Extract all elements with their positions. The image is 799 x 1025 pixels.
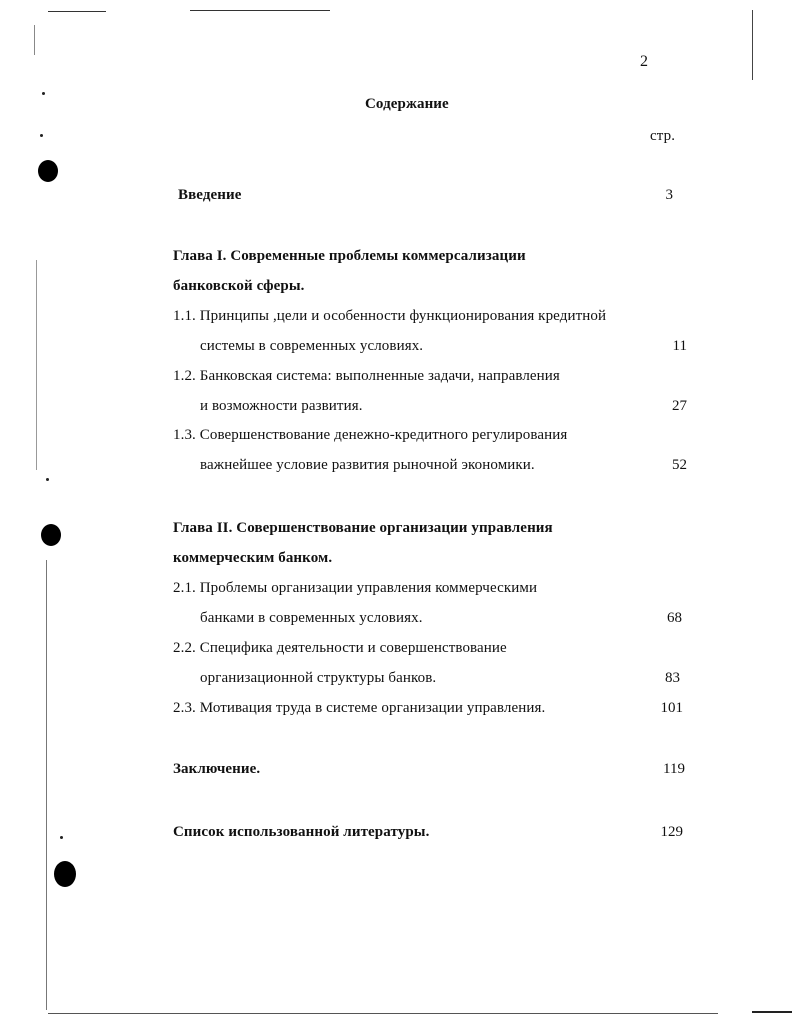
scan-edge-left-1 xyxy=(34,25,35,55)
section-1-2-page: 27 xyxy=(672,398,687,414)
section-2-3-line1: 2.3. Мотивация труда в системе организации управления. xyxy=(173,700,546,716)
toc-references-page: 129 xyxy=(660,824,683,840)
speck xyxy=(46,478,49,481)
toc-conclusion-label: Заключение. xyxy=(173,761,261,777)
section-1-3-page: 52 xyxy=(672,457,687,473)
punch-hole-top xyxy=(38,160,58,182)
scan-edge-left-3 xyxy=(46,560,47,1010)
scan-edge-bottom xyxy=(48,1013,718,1014)
section-2-2-page: 83 xyxy=(665,670,680,686)
section-1-1-line2: системы в современных условиях. xyxy=(200,338,424,354)
section-1-1-line1: 1.1. Принципы ,цели и особенности функционирования кредитной xyxy=(173,308,607,324)
page-column-label: стр. xyxy=(650,128,676,144)
toc-intro-page: 3 xyxy=(665,187,673,203)
speck xyxy=(40,134,43,137)
scan-edge-bottom-right xyxy=(752,1011,792,1013)
scan-edge-top xyxy=(190,10,330,11)
scan-edge-right xyxy=(752,10,753,80)
chapter1-title-line1: Глава I. Современные проблемы коммерсализации xyxy=(173,248,526,264)
section-1-3-line1: 1.3. Совершенствование денежно-кредитного регулирования xyxy=(173,427,568,443)
section-2-1-line2: банками в современных условиях. xyxy=(200,610,423,626)
chapter2-title-line1: Глава II. Совершенствование организации управления xyxy=(173,520,553,536)
page-number: 2 xyxy=(640,53,649,70)
section-2-3-page: 101 xyxy=(660,700,683,716)
section-2-1-line1: 2.1. Проблемы организации управления коммерческими xyxy=(173,580,538,596)
section-1-1-page: 11 xyxy=(672,338,687,354)
section-2-2-line2: организационной структуры банков. xyxy=(200,670,437,686)
toc-references-label: Список использованной литературы. xyxy=(173,824,430,840)
section-2-2-line1: 2.2. Специфика деятельности и совершенствование xyxy=(173,640,507,656)
punch-hole-bottom xyxy=(54,861,76,887)
section-2-1-page: 68 xyxy=(667,610,682,626)
page-title: Содержание xyxy=(365,96,449,112)
chapter2-title-line2: коммерческим банком. xyxy=(173,550,333,566)
speck xyxy=(42,92,45,95)
section-1-2-line2: и возможности развития. xyxy=(200,398,363,414)
scan-edge-top-left xyxy=(48,11,106,12)
section-1-2-line1: 1.2. Банковская система: выполненные задачи, направления xyxy=(173,368,560,384)
punch-hole-middle xyxy=(41,524,61,546)
speck xyxy=(60,836,63,839)
toc-intro-label: Введение xyxy=(178,187,242,203)
section-1-3-line2: важнейшее условие развития рыночной экономики. xyxy=(200,457,535,473)
scan-edge-left-2 xyxy=(36,260,37,470)
chapter1-title-line2: банковской сферы. xyxy=(173,278,305,294)
toc-conclusion-page: 119 xyxy=(663,761,685,777)
